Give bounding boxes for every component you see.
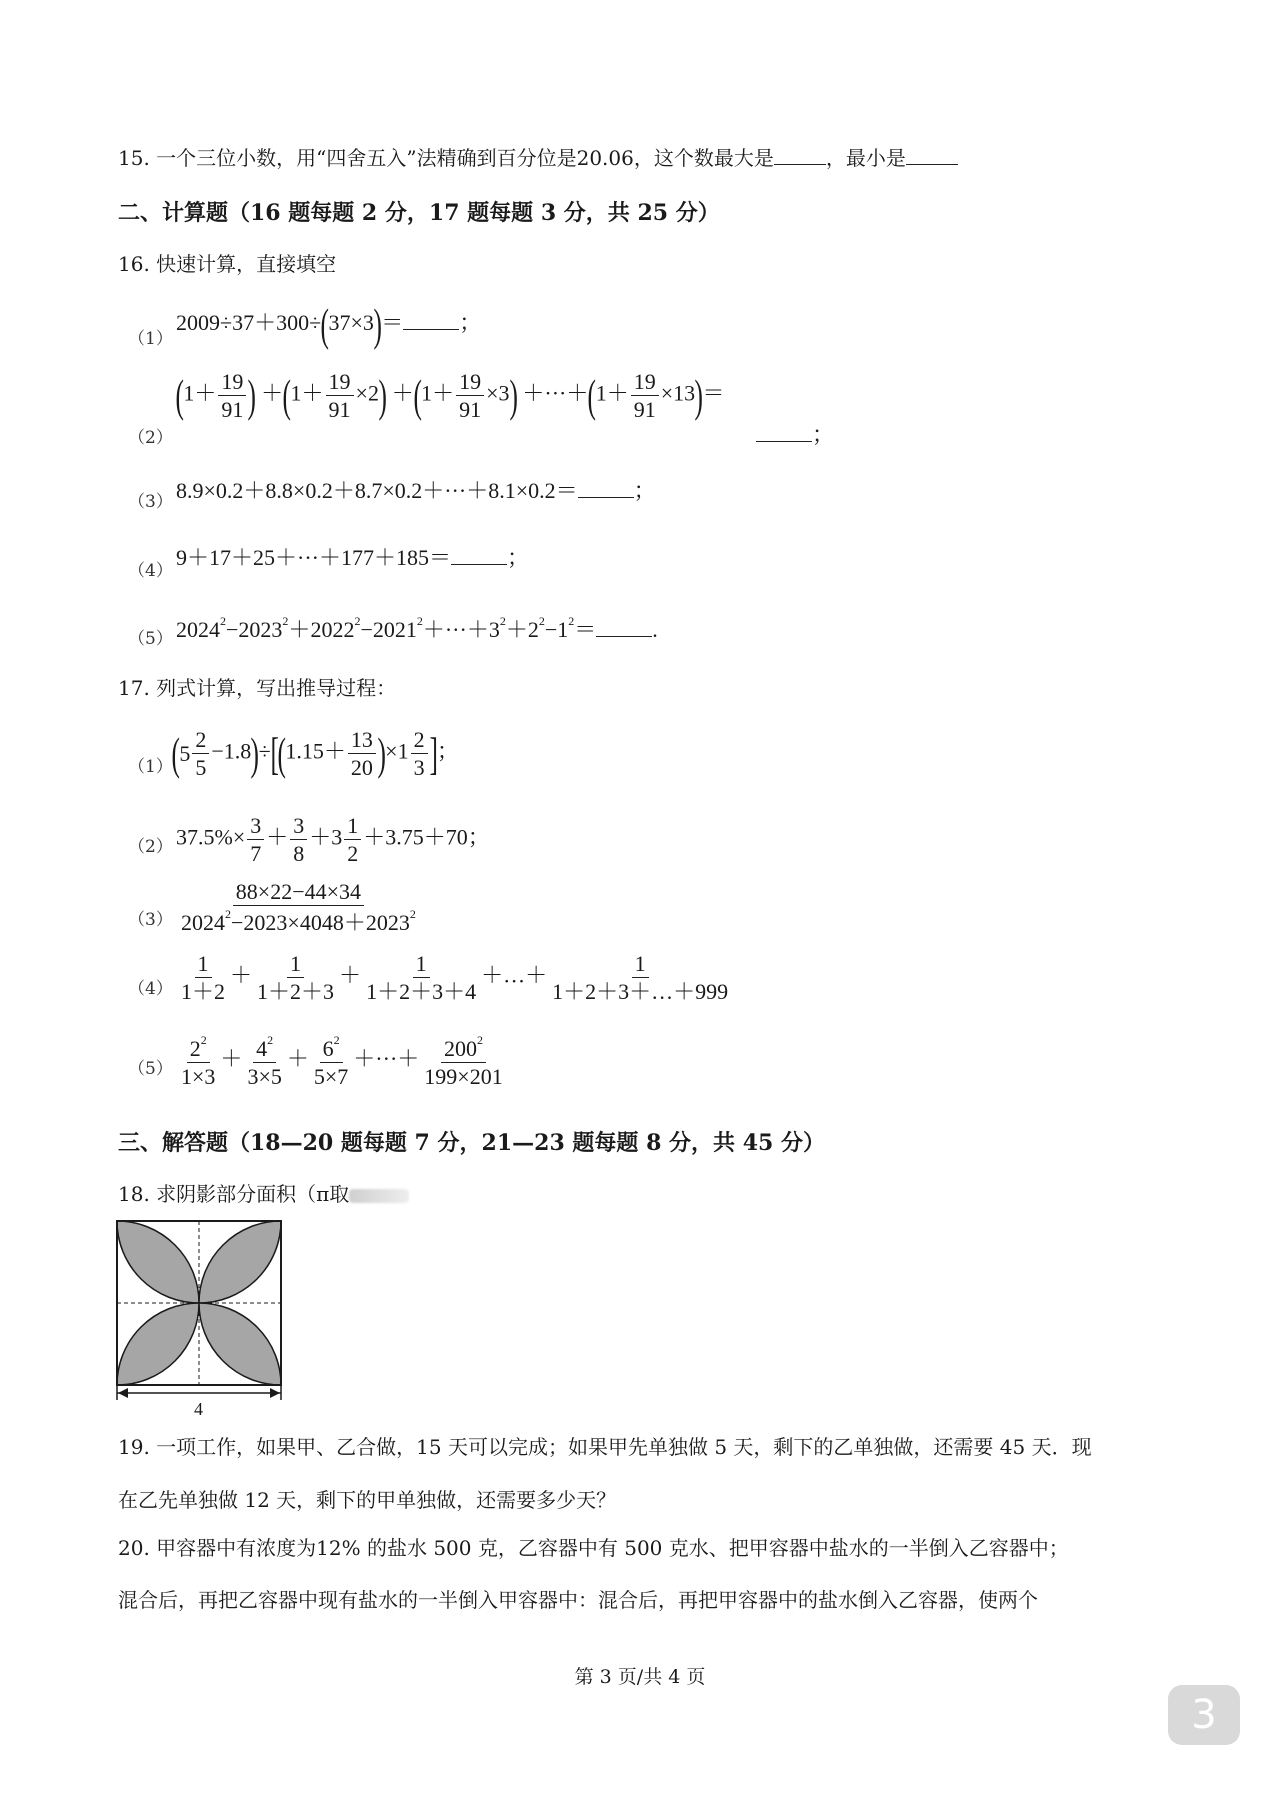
fraction-num — [441, 1034, 486, 1063]
q17-expr-4: $\frac{1}{1+2}$ ＋ $\frac{1}{1+2+3}$ ＋ $\frac{1}{1+2+3+4}$ ＋…＋ $\frac{1}{1+2+3+\dots+999}$ — [176, 952, 733, 1003]
section-2-heading: 二、计算题（16 题每题 2 分，17 题每题 3 分，共 25 分） — [118, 200, 720, 226]
fraction-num: 19 — [456, 370, 484, 396]
exponent: 2 — [267, 1033, 274, 1047]
petal — [199, 1303, 281, 1385]
fraction — [192, 728, 209, 779]
question-20-line-1: 20. 甲容器中有浓度为12% 的盐水 500 克，乙容器中有 500 克水、把甲容器中盐水的一半倒入乙容器中； — [118, 1536, 1069, 1560]
question-18 — [118, 1184, 409, 1204]
period: . — [652, 617, 658, 642]
q16-p2-one: 1＋ — [183, 380, 217, 406]
shaded-petal-figure — [114, 1218, 284, 1418]
q17-expr-5: $\frac{2^2}{1\times 3}$ ＋ $\frac{4^2}{3\times 5}$ ＋ $\frac{6^2}{5\times 7}$ ＋···＋ $\frac{200^2}{199\times 201}$ — [176, 1034, 508, 1088]
q16-p2-x3: ×3 — [486, 380, 510, 406]
fraction — [178, 952, 228, 1003]
question-17-title: 17. 列式计算，写出推导过程： — [118, 676, 397, 700]
fraction-den: 91 — [221, 397, 244, 423]
fraction-num: 1 — [195, 952, 212, 978]
q16-expr-2: (1＋ $\frac{19}{91}$ ) ＋(1＋ $\frac{19}{91}$ ×2) ＋(1＋ $\frac{19}{91}$ ×3) ＋···＋(1＋ $\frac{19}{91}$ ×13)＝ — [175, 369, 725, 423]
fraction-den: 5 — [195, 755, 207, 781]
fraction-num: 1 — [287, 952, 304, 978]
fraction — [326, 370, 354, 421]
q17-label-1: （1） — [128, 757, 173, 777]
question-15-text: 15. 一个三位小数，用“四舍五入”法精确到百分位是20.06，这个数最大是 — [118, 146, 774, 170]
fraction-num: 19 — [326, 370, 354, 396]
fraction-den: 3×5 — [247, 1064, 282, 1090]
exponent: 2 — [499, 614, 506, 628]
exponent: 2 — [282, 614, 289, 628]
petal — [117, 1221, 199, 1303]
fraction-num: 19 — [631, 370, 659, 396]
fraction-num: 2 — [411, 728, 428, 754]
q16-expr-1: 2009÷37＋300÷(37×3)＝ ； — [176, 299, 482, 350]
question-19-line-2: 在乙先单独做 12 天，剩下的甲单独做，还需要多少天？ — [118, 1488, 617, 1512]
base: 2024 — [176, 617, 220, 642]
q16-expr-5: $2024^2-2023^2+2022^2-2021^2+\cdot\cdot\cdot+3^2+2^2-1^2=$ . — [176, 614, 658, 642]
exponent: 2 — [220, 614, 226, 628]
fraction-den: 1＋2＋3＋…＋999 — [552, 979, 729, 1005]
fraction — [254, 952, 337, 1003]
q17-label-4: （4） — [128, 979, 173, 999]
fraction — [456, 370, 484, 421]
fraction — [247, 814, 264, 865]
fraction — [244, 1034, 284, 1088]
q16-p2-one: 1＋ — [421, 380, 455, 406]
answer-blank — [756, 440, 812, 442]
answer-blank — [596, 635, 652, 637]
q16-expr-4 — [176, 547, 529, 569]
petal — [117, 1303, 199, 1385]
q16-expr-3 — [176, 480, 656, 502]
q16-expr-1-paren: 37×3 — [328, 310, 374, 336]
fraction-num: 13 — [348, 728, 376, 754]
dimension-label: 4 — [194, 1399, 203, 1418]
question-18-text: 18. 求阴影部分面积（π取 — [118, 1182, 350, 1206]
minus-term: −1.8 — [211, 738, 252, 764]
dots: ＋···＋ — [353, 1046, 420, 1072]
page-number-badge: 3 — [1168, 1685, 1240, 1745]
fraction-den: 1＋2 — [181, 979, 226, 1005]
arrow-left-icon — [118, 1388, 128, 1398]
exponent: 2 — [409, 907, 416, 922]
q16-label-5: （5） — [128, 629, 173, 649]
fraction-den: 7 — [250, 841, 262, 867]
fraction — [311, 1034, 351, 1088]
exponent: 2 — [200, 1033, 207, 1047]
divide-sign: ÷ — [258, 738, 271, 764]
answer-blank — [451, 563, 507, 565]
q16-p2-one: 1＋ — [290, 380, 324, 406]
fraction-num — [320, 1034, 343, 1063]
fraction-den: 3 — [413, 755, 425, 781]
whole: 5 — [179, 740, 191, 766]
semicolon: ； — [506, 545, 529, 570]
fraction-den: 91 — [633, 397, 656, 423]
q16-label-1: （1） — [128, 329, 173, 349]
exponent: 2 — [476, 1033, 483, 1047]
fraction-den: 91 — [328, 397, 351, 423]
redacted-blur — [349, 1189, 409, 1203]
fraction — [178, 1034, 218, 1088]
fraction — [631, 370, 659, 421]
fraction — [549, 952, 731, 1003]
q17-expr-1: ( 5 $\frac{2}{5}$ −1.8)÷[(1.15＋ $\frac{13}{20}$ )×1 $\frac{2}{3}$ ]； — [171, 727, 459, 781]
fraction-den: 91 — [459, 397, 482, 423]
q16-expr-3-text: 8.9×0.2＋8.8×0.2＋8.7×0.2＋···＋8.1×0.2＝ — [176, 478, 578, 503]
fraction — [178, 880, 419, 934]
arrow-right-icon — [270, 1388, 280, 1398]
term: ＋3.75＋70； — [363, 824, 490, 850]
q16-label-2: （2） — [128, 428, 173, 448]
base: 2 — [527, 617, 539, 642]
q16-p2-x2: ×2 — [355, 380, 379, 406]
semicolon: ； — [436, 738, 459, 764]
q17-label-2: （2） — [128, 837, 173, 857]
base: 200 — [443, 1036, 477, 1061]
base: 4 — [256, 1036, 268, 1061]
plus: ＋ — [266, 824, 289, 850]
answer-blank — [403, 328, 459, 330]
semicolon: ； — [633, 478, 656, 503]
answer-blank — [578, 496, 634, 498]
exponent: 2 — [538, 614, 545, 628]
q16-p2-one: 1＋ — [595, 380, 629, 406]
fraction — [363, 952, 479, 1003]
exponent: 2 — [333, 1033, 340, 1047]
fraction-num: 1 — [344, 814, 361, 840]
fraction-den: 5×7 — [313, 1064, 349, 1090]
question-20-line-2: 混合后，再把乙容器中现有盐水的一半倒入甲容器中：混合后，再把甲容器中的盐水倒入乙容器，使两个 — [118, 1588, 1038, 1612]
q16-label-4: （4） — [128, 561, 173, 581]
fraction — [344, 814, 361, 865]
fraction-num: 2 — [192, 728, 209, 754]
base: 1 — [557, 617, 569, 642]
dots: ＋…＋ — [481, 962, 548, 988]
answer-blank — [906, 163, 958, 165]
fraction — [348, 728, 376, 779]
exponent: 2 — [225, 907, 231, 922]
fraction — [290, 814, 307, 865]
base: 2022 — [310, 617, 355, 642]
petal — [199, 1221, 281, 1303]
fraction — [411, 728, 428, 779]
fraction-num — [187, 1034, 210, 1063]
base: 2 — [189, 1036, 201, 1061]
q17-expr-2 — [176, 814, 490, 865]
fraction-num: 3 — [247, 814, 264, 840]
base: 6 — [322, 1036, 334, 1061]
base: 2021 — [372, 617, 417, 642]
question-19-line-1: 19. 一项工作，如果甲、乙合做，15 天可以完成；如果甲先单独做 5 天，剩下的乙单独做，还需要 45 天．现 — [118, 1435, 1092, 1459]
q16-expr-1-text: 2009÷37＋300÷ — [176, 310, 322, 336]
section-3-heading: 三、解答题（18—20 题每题 7 分，21—23 题每题 8 分，共 45 分） — [118, 1130, 825, 1156]
fraction-num: 19 — [218, 370, 246, 396]
fraction-den: 1×3 — [181, 1064, 216, 1090]
semicolon: ； — [459, 310, 482, 336]
q16-p2-dots: ＋···＋ — [522, 380, 589, 406]
q16-p2-x13: ×13 — [660, 380, 696, 406]
term: ＋3 — [309, 824, 343, 850]
fraction-num: 88×22−44×34 — [233, 880, 364, 906]
q17-label-5: （5） — [128, 1059, 173, 1079]
semicolon: ； — [812, 422, 835, 447]
fraction-den: 1＋2＋3 — [257, 979, 335, 1005]
term: 37.5%× — [176, 824, 246, 850]
q16-expr-2-answer — [756, 424, 834, 446]
fraction-den: 20 — [350, 755, 373, 781]
fraction — [218, 370, 246, 421]
base: 2023 — [238, 617, 283, 642]
answer-blank — [774, 163, 826, 165]
exponent: 2 — [354, 614, 361, 628]
exponent: 2 — [568, 614, 575, 628]
fraction-num: 3 — [290, 814, 307, 840]
term: 1.15＋ — [285, 738, 346, 764]
q17-expr-3 — [176, 880, 421, 934]
fraction-num: 1 — [632, 952, 649, 978]
base: 2024 — [181, 910, 225, 936]
q16-expr-4-text: 9＋17＋25＋···＋177＋185＝ — [176, 545, 451, 570]
fraction-den: 1＋2＋3＋4 — [366, 979, 477, 1005]
fraction-num: 1 — [413, 952, 430, 978]
fraction — [421, 1034, 505, 1088]
fraction-den: 2 — [347, 841, 359, 867]
q16-p2-eq: ＝ — [702, 380, 725, 406]
fraction-den: 199×201 — [424, 1064, 503, 1090]
q17-label-3: （3） — [128, 910, 173, 930]
question-15-mid: ，最小是 — [825, 146, 906, 170]
term: −2023×4048＋2023 — [231, 910, 410, 936]
fraction-den — [178, 906, 419, 934]
times-mixed: ×1 — [385, 738, 409, 764]
exponent: 2 — [416, 614, 423, 628]
base: 3 — [488, 617, 500, 642]
fraction-den: 8 — [293, 841, 305, 867]
question-16-title: 16. 快速计算，直接填空 — [118, 252, 337, 276]
fraction-num — [253, 1034, 276, 1063]
page-footer: 第 3 页/共 4 页 — [574, 1666, 706, 1688]
question-15 — [118, 148, 958, 168]
q16-label-3: （3） — [128, 492, 173, 512]
